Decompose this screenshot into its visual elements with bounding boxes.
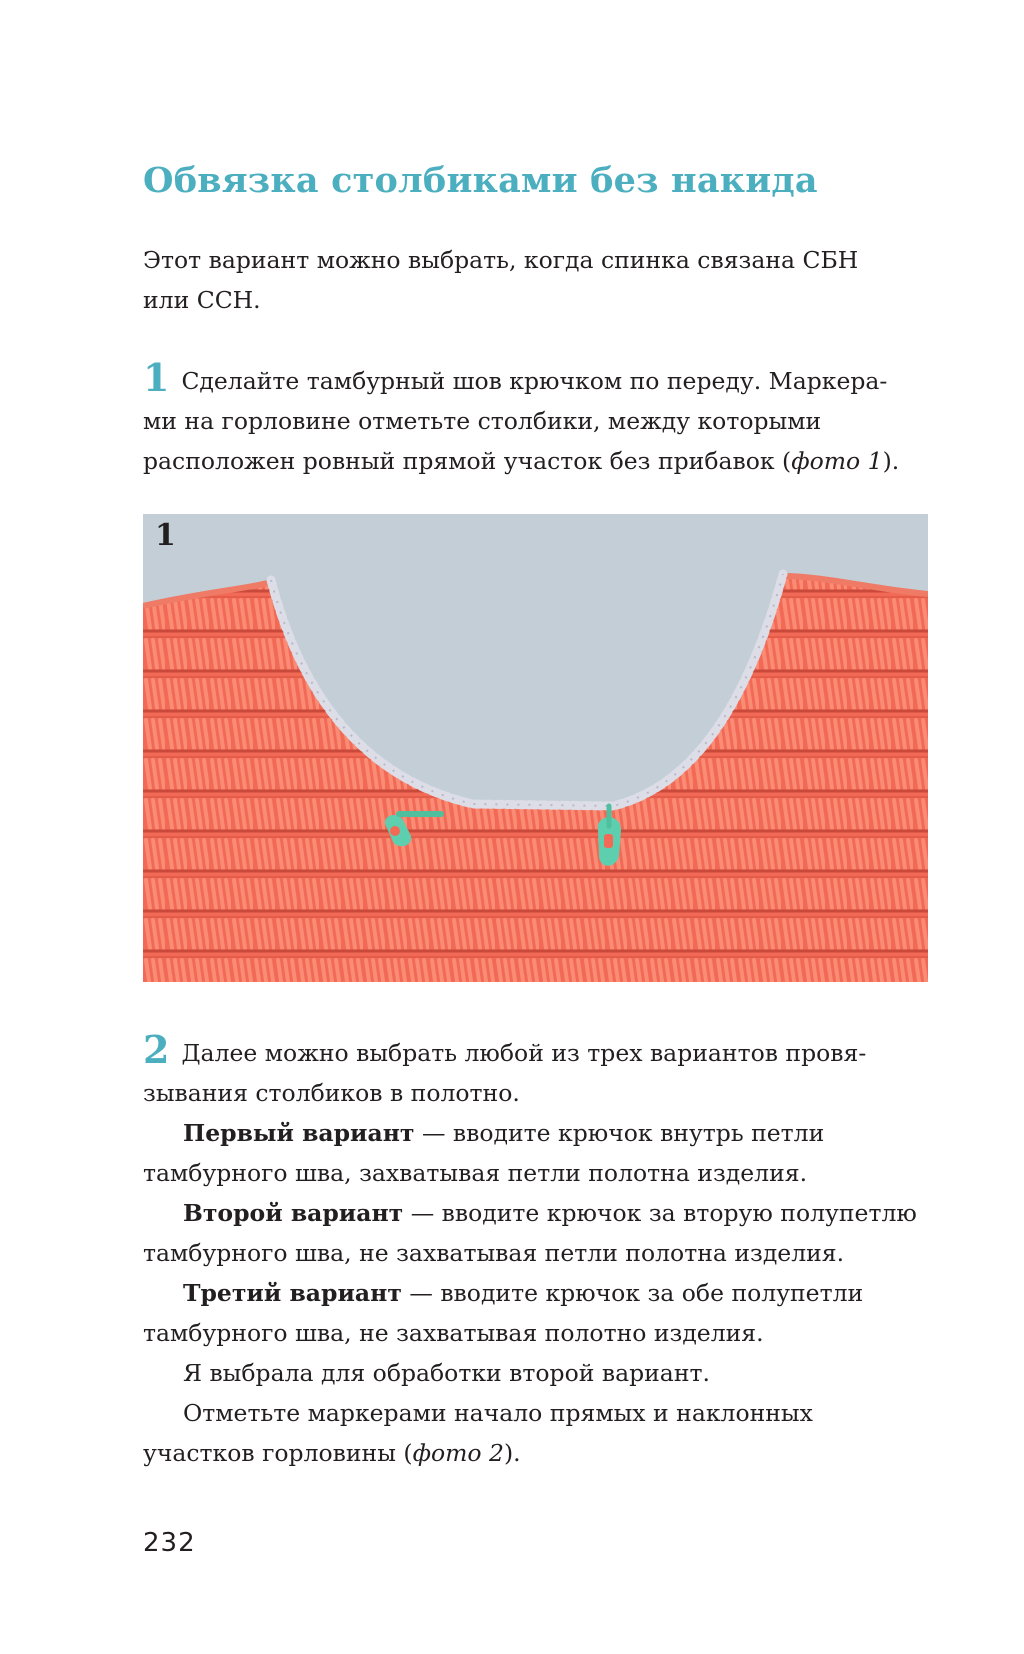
intro-paragraph (143, 240, 903, 320)
variant-2-title: Второй вариант (183, 1199, 404, 1227)
step-1-text: расположен ровный прямой участок без прибавок ( (143, 447, 792, 475)
marker-line: Отметьте маркерами начало прямых и наклонных (183, 1399, 813, 1427)
step-2-text: Далее можно выбрать любой из трех вариантов провя- (181, 1039, 867, 1067)
marker-text: участков горловины ( (143, 1439, 413, 1467)
variant-1-line (143, 1113, 933, 1153)
step-1-text: ). (882, 447, 900, 475)
step-number: 1 (143, 355, 170, 400)
variant-3-line (143, 1273, 933, 1313)
variant-2-text: — вводите крючок за вторую полупетлю (403, 1199, 917, 1227)
step-1 (143, 355, 933, 481)
variant-2-line: тамбурного шва, не захватывая петли полотна изделия. (143, 1239, 845, 1267)
step-number: 2 (143, 1027, 170, 1072)
step-1-line (143, 441, 933, 481)
photo-label: 1 (155, 518, 176, 553)
step-2-line (143, 1027, 933, 1073)
variant-1-text: — вводите крючок внутрь петли (414, 1119, 825, 1147)
photo-reference: фото 1 (791, 447, 883, 475)
section-heading: Обвязка столбиками без накида (143, 160, 818, 201)
variant-3-title: Третий вариант (183, 1279, 402, 1307)
choice-line: Я выбрала для обработки второй вариант. (183, 1359, 710, 1387)
step-1-line: ми на горловине отметьте столбики, между которыми (143, 407, 822, 435)
knit-fabric-illustration (143, 514, 928, 982)
variant-3-line: тамбурного шва, не захватывая полотно изделия. (143, 1319, 764, 1347)
intro-line: Этот вариант можно выбрать, когда спинка связана СБН (143, 246, 859, 274)
variant-1-line: тамбурного шва, захватывая петли полотна изделия. (143, 1159, 808, 1187)
variant-2-line (143, 1193, 933, 1233)
page-number: 232 (143, 1528, 196, 1558)
variant-3-text: — вводите крючок за обе полупетли (401, 1279, 864, 1307)
intro-line: или ССН. (143, 286, 261, 314)
marker-text: ). (503, 1439, 521, 1467)
step-1-text: Сделайте тамбурный шов крючком по переду. Маркера- (181, 367, 888, 395)
step-1-line (143, 355, 933, 401)
photo-crochet-neckline (143, 514, 928, 982)
photo-reference: фото 2 (412, 1439, 504, 1467)
step-2 (143, 1027, 933, 1473)
step-2-line: зывания столбиков в полотно. (143, 1079, 520, 1107)
marker-line (143, 1433, 933, 1473)
variant-1-title: Первый вариант (183, 1119, 415, 1147)
